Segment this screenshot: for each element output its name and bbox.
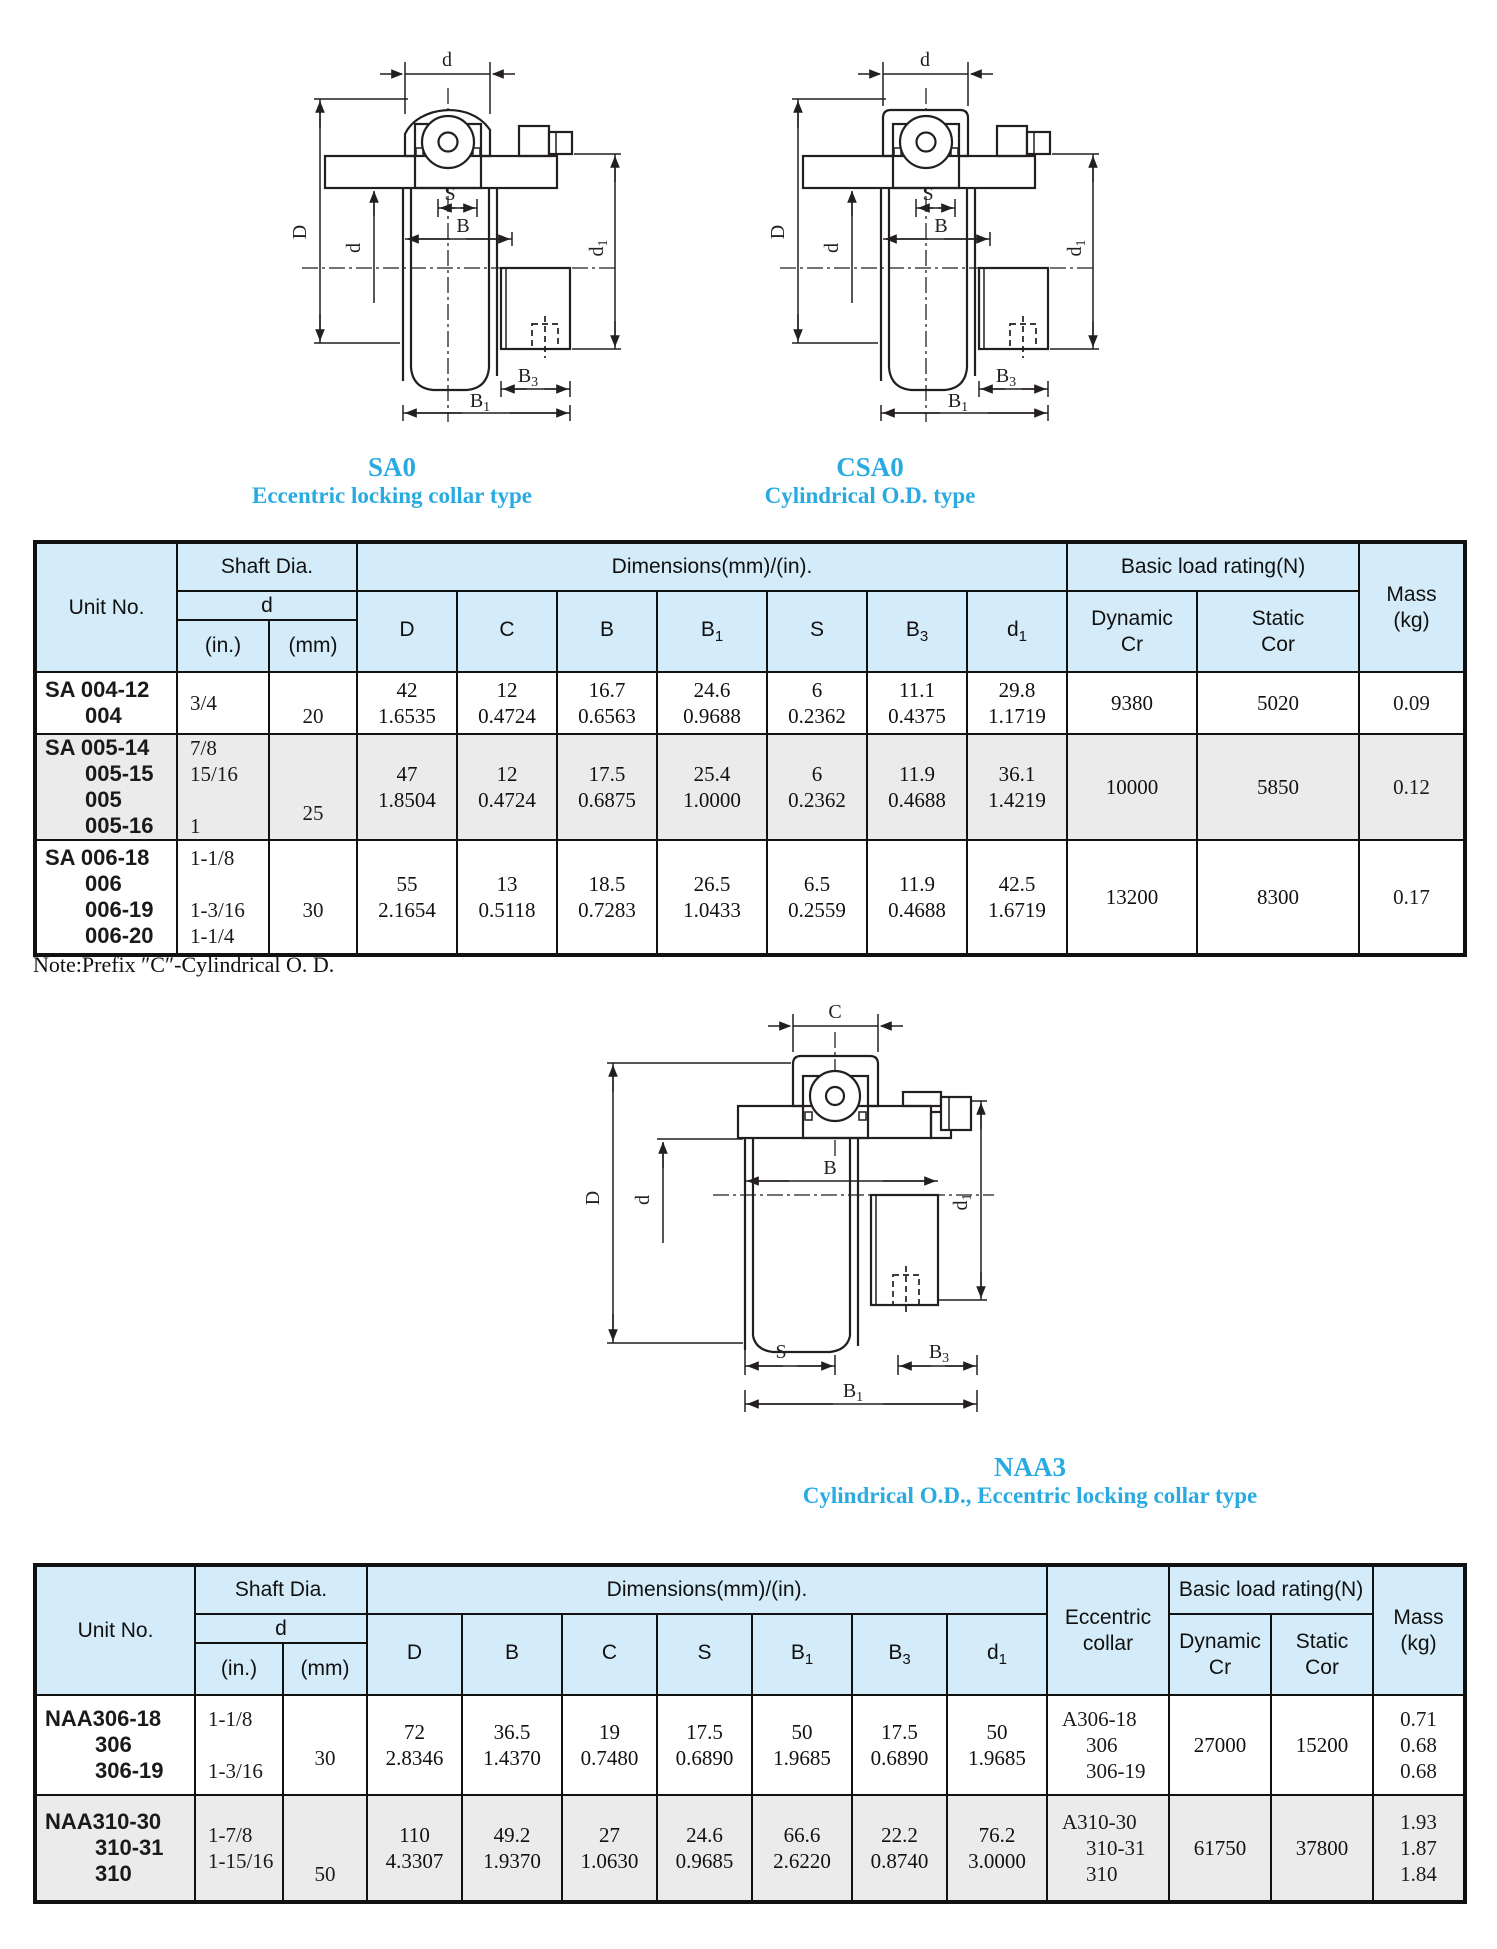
dim-B3-cell: 17.5 0.6890 [852,1695,947,1795]
shaft-mm-cell: 30 [283,1695,367,1795]
dim-label-d: d [632,1195,654,1205]
sa0-subtitle: Eccentric locking collar type [252,483,532,508]
shaft-in-cell: 3/4 [177,672,269,734]
mass-cell: 0.71 0.68 0.68 [1373,1695,1465,1795]
dim-D-cell: 72 2.8346 [367,1695,462,1795]
dim-label-d: d [343,243,365,253]
static-cor-cell: 8300 [1197,840,1359,955]
naa3-bearing-drawing [553,998,998,1423]
col-header-dynamic: Dynamic Cr [1169,1614,1271,1695]
dim-D-cell: 42 1.6535 [357,672,457,734]
dimension-lines [314,62,621,421]
dim-label-B3: $B_3$ [517,365,539,390]
table-row [35,1695,1465,1795]
col-header-eccentric-collar: Eccentric collar [1047,1565,1169,1695]
static-cor-cell: 37800 [1271,1795,1373,1902]
eccentric-collar-cell: A310-30 310-31 310 [1047,1795,1169,1902]
static-cor-cell: 5850 [1197,734,1359,840]
dim-S-cell: 17.5 0.6890 [657,1695,752,1795]
col-header-dimensions: Dimensions(mm)/(in). [367,1565,1047,1614]
unit-no-cell: SA 004-12 004 [35,672,177,734]
mass-cell: 1.93 1.87 1.84 [1373,1795,1465,1902]
col-header-static: Static Cor [1197,591,1359,672]
dim-label-S: S [922,183,934,205]
dim-label-D: D [582,1190,604,1206]
table-row [35,672,1465,734]
col-header-dynamic: Dynamic Cr [1067,591,1197,672]
dim-C-cell: 13 0.5118 [457,840,557,955]
shaft-in-cell: 7/8 15/16 1 [177,734,269,840]
dim-label-B: B [823,1157,837,1179]
dim-label-d1: $d_1$ [1064,239,1089,257]
col-header-d1: $d_1$ [967,591,1067,672]
dim-C-cell: 12 0.4724 [457,672,557,734]
col-header-in: (in.) [195,1643,283,1695]
col-header-D: D [367,1614,462,1695]
col-header-unit-no: Unit No. [35,1565,195,1695]
dim-D-cell: 110 4.3307 [367,1795,462,1902]
dim-D-cell: 55 2.1654 [357,840,457,955]
dim-B-cell: 49.2 1.9370 [462,1795,562,1902]
bearing-body [738,1056,971,1352]
col-header-B1: $B_1$ [752,1614,852,1695]
col-header-dimensions: Dimensions(mm)/(in). [357,542,1067,591]
dim-label-D: D [289,224,311,240]
dim-d1-cell: 29.8 1.1719 [967,672,1067,734]
sa0-bearing-drawing [222,36,622,436]
dim-B3-cell: 22.2 0.8740 [852,1795,947,1902]
unit-no-cell: SA 005-14 005-15 005 005-16 [35,734,177,840]
dim-label-C-top: C [828,1001,842,1023]
col-header-shaft-dia: Shaft Dia. [195,1565,367,1614]
dim-label-D: D [767,224,789,240]
static-cor-cell: 15200 [1271,1695,1373,1795]
shaft-in-cell: 1-7/8 1-15/16 [195,1795,283,1902]
dim-S-cell: 6 0.2362 [767,734,867,840]
col-header-d: d [177,591,357,620]
dim-B-cell: 17.5 0.6875 [557,734,657,840]
shaft-mm-cell: 50 [283,1795,367,1902]
eccentric-collar-cell: A306-18 306 306-19 [1047,1695,1169,1795]
sa0-title: SA0 [367,452,416,482]
dynamic-cr-cell: 27000 [1169,1695,1271,1795]
dimension-labels [289,49,611,415]
shaft-in-cell: 1-1/8 1-3/16 [195,1695,283,1795]
dim-C-cell: 12 0.4724 [457,734,557,840]
dim-S-cell: 6 0.2362 [767,672,867,734]
dim-d1-cell: 42.5 1.6719 [967,840,1067,955]
naa3-subtitle: Cylindrical O.D., Eccentric locking collar type [802,1483,1258,1508]
col-header-C: C [562,1614,657,1695]
col-header-D: D [357,591,457,672]
dim-d1-cell: 76.2 3.0000 [947,1795,1047,1902]
mass-cell: 0.17 [1359,840,1465,955]
col-header-static: Static Cor [1271,1614,1373,1695]
csa0-subtitle: Cylindrical O.D. type [764,483,976,508]
dim-label-B3: $B_3$ [995,365,1017,390]
table-row [35,1795,1465,1902]
col-header-B: B [557,591,657,672]
dim-D-cell: 47 1.8504 [357,734,457,840]
dim-label-B1: $B_1$ [469,390,491,415]
dim-B3-cell: 11.9 0.4688 [867,840,967,955]
dim-label-d-top: d [442,49,452,71]
sa0-spec-table [33,540,1467,957]
col-header-shaft-dia: Shaft Dia. [177,542,357,591]
dim-B1-cell: 24.6 0.9688 [657,672,767,734]
dynamic-cr-cell: 13200 [1067,840,1197,955]
dim-B-cell: 36.5 1.4370 [462,1695,562,1795]
dynamic-cr-cell: 10000 [1067,734,1197,840]
col-header-C: C [457,591,557,672]
dim-label-B: B [934,215,948,237]
dim-B1-cell: 50 1.9685 [752,1695,852,1795]
static-cor-cell: 5020 [1197,672,1359,734]
dim-label-S: S [775,1341,787,1363]
shaft-in-cell: 1-1/8 1-3/16 1-1/4 [177,840,269,955]
dim-label-d1: $d_1$ [950,1193,975,1211]
dimension-labels [767,49,1089,415]
unit-no-cell: NAA310-30 310-31 310 [35,1795,195,1902]
col-header-d: d [195,1614,367,1643]
naa3-spec-table [33,1563,1467,1904]
dynamic-cr-cell: 61750 [1169,1795,1271,1902]
dim-B-cell: 18.5 0.7283 [557,840,657,955]
col-header-mm: (mm) [283,1643,367,1695]
col-header-basic-load: Basic load rating(N) [1067,542,1359,591]
dim-C-cell: 27 1.0630 [562,1795,657,1902]
dim-B1-cell: 26.5 1.0433 [657,840,767,955]
col-header-mass: Mass (kg) [1359,542,1465,672]
col-header-B3: $B_3$ [867,591,967,672]
shaft-mm-cell: 25 [269,734,357,840]
dim-label-B3: $B_3$ [928,1341,950,1366]
csa0-bearing-drawing [700,36,1100,436]
sa0-title-block [232,452,552,509]
mass-cell: 0.09 [1359,672,1465,734]
mass-cell: 0.12 [1359,734,1465,840]
naa3-title: NAA3 [994,1452,1066,1482]
col-header-basic-load: Basic load rating(N) [1169,1565,1373,1614]
naa3-title-block [680,1452,1380,1509]
col-header-d1: $d_1$ [947,1614,1047,1695]
shaft-mm-cell: 20 [269,672,357,734]
dim-label-d: d [821,243,843,253]
dim-label-B1: $B_1$ [947,390,969,415]
unit-no-cell: SA 006-18 006 006-19 006-20 [35,840,177,955]
dim-B3-cell: 11.1 0.4375 [867,672,967,734]
dim-S-cell: 6.5 0.2559 [767,840,867,955]
dim-label-d-top: d [920,49,930,71]
table-row [35,840,1465,955]
table-row [35,734,1465,840]
dim-B3-cell: 11.9 0.4688 [867,734,967,840]
col-header-S: S [767,591,867,672]
csa0-title-block [710,452,1030,509]
dim-C-cell: 19 0.7480 [562,1695,657,1795]
dim-label-B: B [456,215,470,237]
col-header-mm: (mm) [269,620,357,672]
dim-B1-cell: 66.6 2.6220 [752,1795,852,1902]
col-header-B1: $B_1$ [657,591,767,672]
dim-S-cell: 24.6 0.9685 [657,1795,752,1902]
shaft-mm-cell: 30 [269,840,357,955]
dynamic-cr-cell: 9380 [1067,672,1197,734]
col-header-in: (in.) [177,620,269,672]
dim-label-B1: $B_1$ [842,1380,864,1405]
csa0-title: CSA0 [836,452,904,482]
col-header-unit-no: Unit No. [35,542,177,672]
col-header-B3: $B_3$ [852,1614,947,1695]
dim-B-cell: 16.7 0.6563 [557,672,657,734]
dim-label-S: S [444,183,456,205]
dim-label-d1: $d_1$ [586,239,611,257]
note-text: Note:Prefix ″C″-Cylindrical O. D. [33,952,335,977]
dim-B1-cell: 25.4 1.0000 [657,734,767,840]
col-header-B: B [462,1614,562,1695]
unit-no-cell: NAA306-18 306 306-19 [35,1695,195,1795]
dimension-lines [792,62,1099,421]
dim-d1-cell: 50 1.9685 [947,1695,1047,1795]
col-header-mass: Mass (kg) [1373,1565,1465,1695]
col-header-S: S [657,1614,752,1695]
dim-d1-cell: 36.1 1.4219 [967,734,1067,840]
